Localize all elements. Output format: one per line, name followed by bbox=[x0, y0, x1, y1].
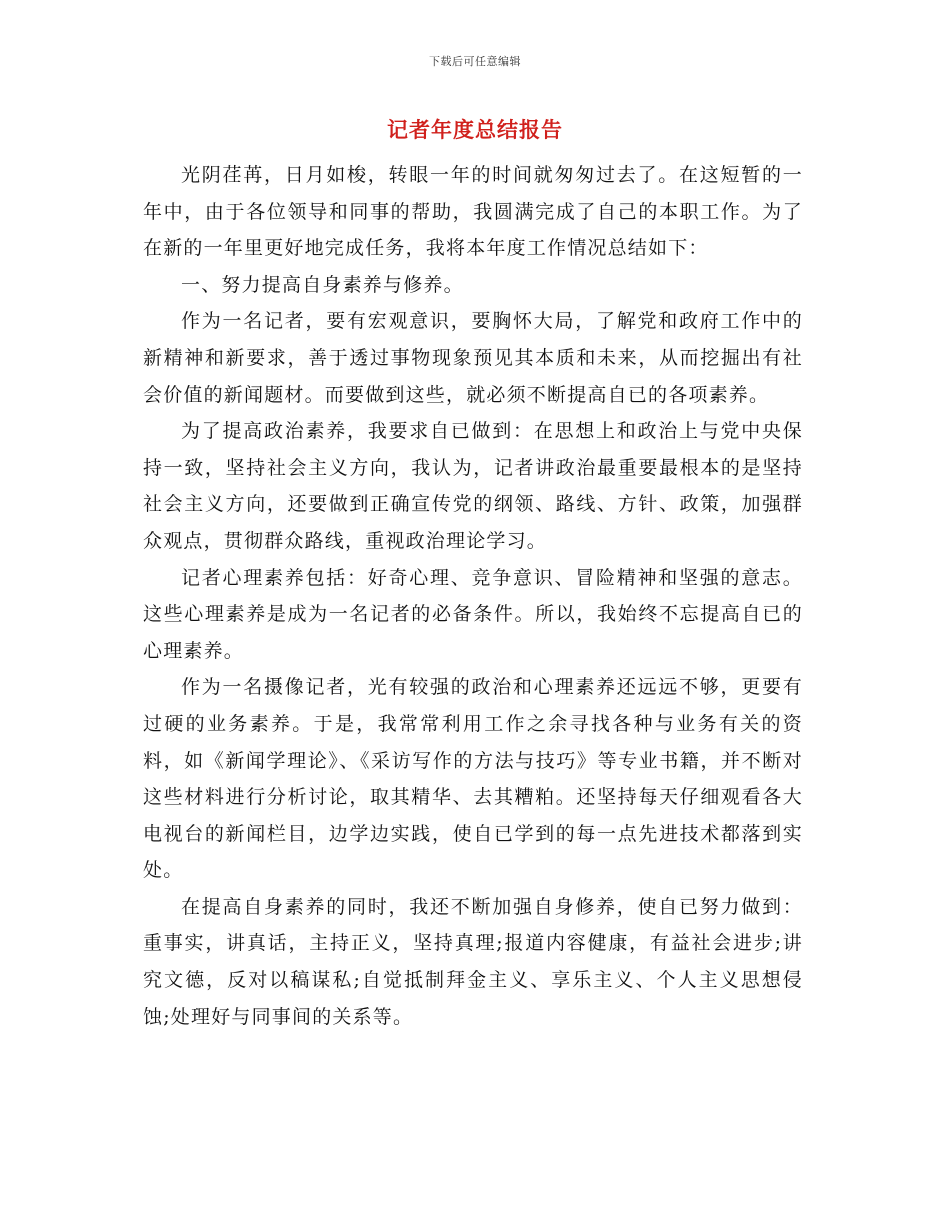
paragraph-political: 为了提高政治素养，我要求自已做到：在思想上和政治上与党中央保持一致，坚持社会主义方向，我认为，记者讲政治最重要最根本的是坚持社会主义方向，还要做到正确宣传党的纲领、路线、方针、政策，加强群众观点，贯彻群众路线，重视政治理论学习。 bbox=[143, 420, 803, 552]
paragraph-intro: 光阴荏苒，日月如梭，转眼一年的时间就匆匆过去了。在这短暂的一年中，由于各位领导和同事的帮助，我圆满完成了自己的本职工作。为了在新的一年里更好地完成任务，我将本年度工作情况总结如下： bbox=[143, 164, 803, 260]
section-heading-1: 一、努力提高自身素养与修养。 bbox=[181, 273, 464, 296]
document-title: 记者年度总结报告 bbox=[387, 117, 563, 142]
paragraph-psychological: 记者心理素养包括：好奇心理、竞争意识、冒险精神和坚强的意志。这些心理素养是成为一名记者的必备条件。所以，我始终不忘提高自已的心理素养。 bbox=[143, 566, 803, 662]
paragraph-professional: 作为一名摄像记者，光有较强的政治和心理素养还远远不够，更要有过硬的业务素养。于是，我常常利用工作之余寻找各种与业务有关的资料，如《新闻学理论》、《采访写作的方法与技巧》等专业书籍，并不断对这些材料进行分析讨论，取其精华、去其糟粕。还坚持每天仔细观看各大电视台的新闻栏目，边学边实践，使自已学到的每一点先进技术都落到实处。 bbox=[143, 676, 803, 882]
paragraph-self-cultivation: 在提高自身素养的同时，我还不断加强自身修养，使自已努力做到：重事实，讲真话，主持正义，坚持真理;报道内容健康，有益社会进步;讲究文德，反对以稿谋私;自觉抵制拜金主义、享乐主义、个人主义思想侵蚀;处理好与同事间的关系等。 bbox=[143, 895, 803, 1028]
document-body bbox=[143, 157, 803, 1035]
page-header-note: 下载后可任意编辑 bbox=[429, 55, 521, 68]
paragraph-awareness: 作为一名记者，要有宏观意识，要胸怀大局，了解党和政府工作中的新精神和新要求，善于透过事物现象预见其本质和未来，从而挖掘出有社会价值的新闻题材。而要做到这些，就必须不断提高自已的各项素养。 bbox=[143, 310, 803, 406]
